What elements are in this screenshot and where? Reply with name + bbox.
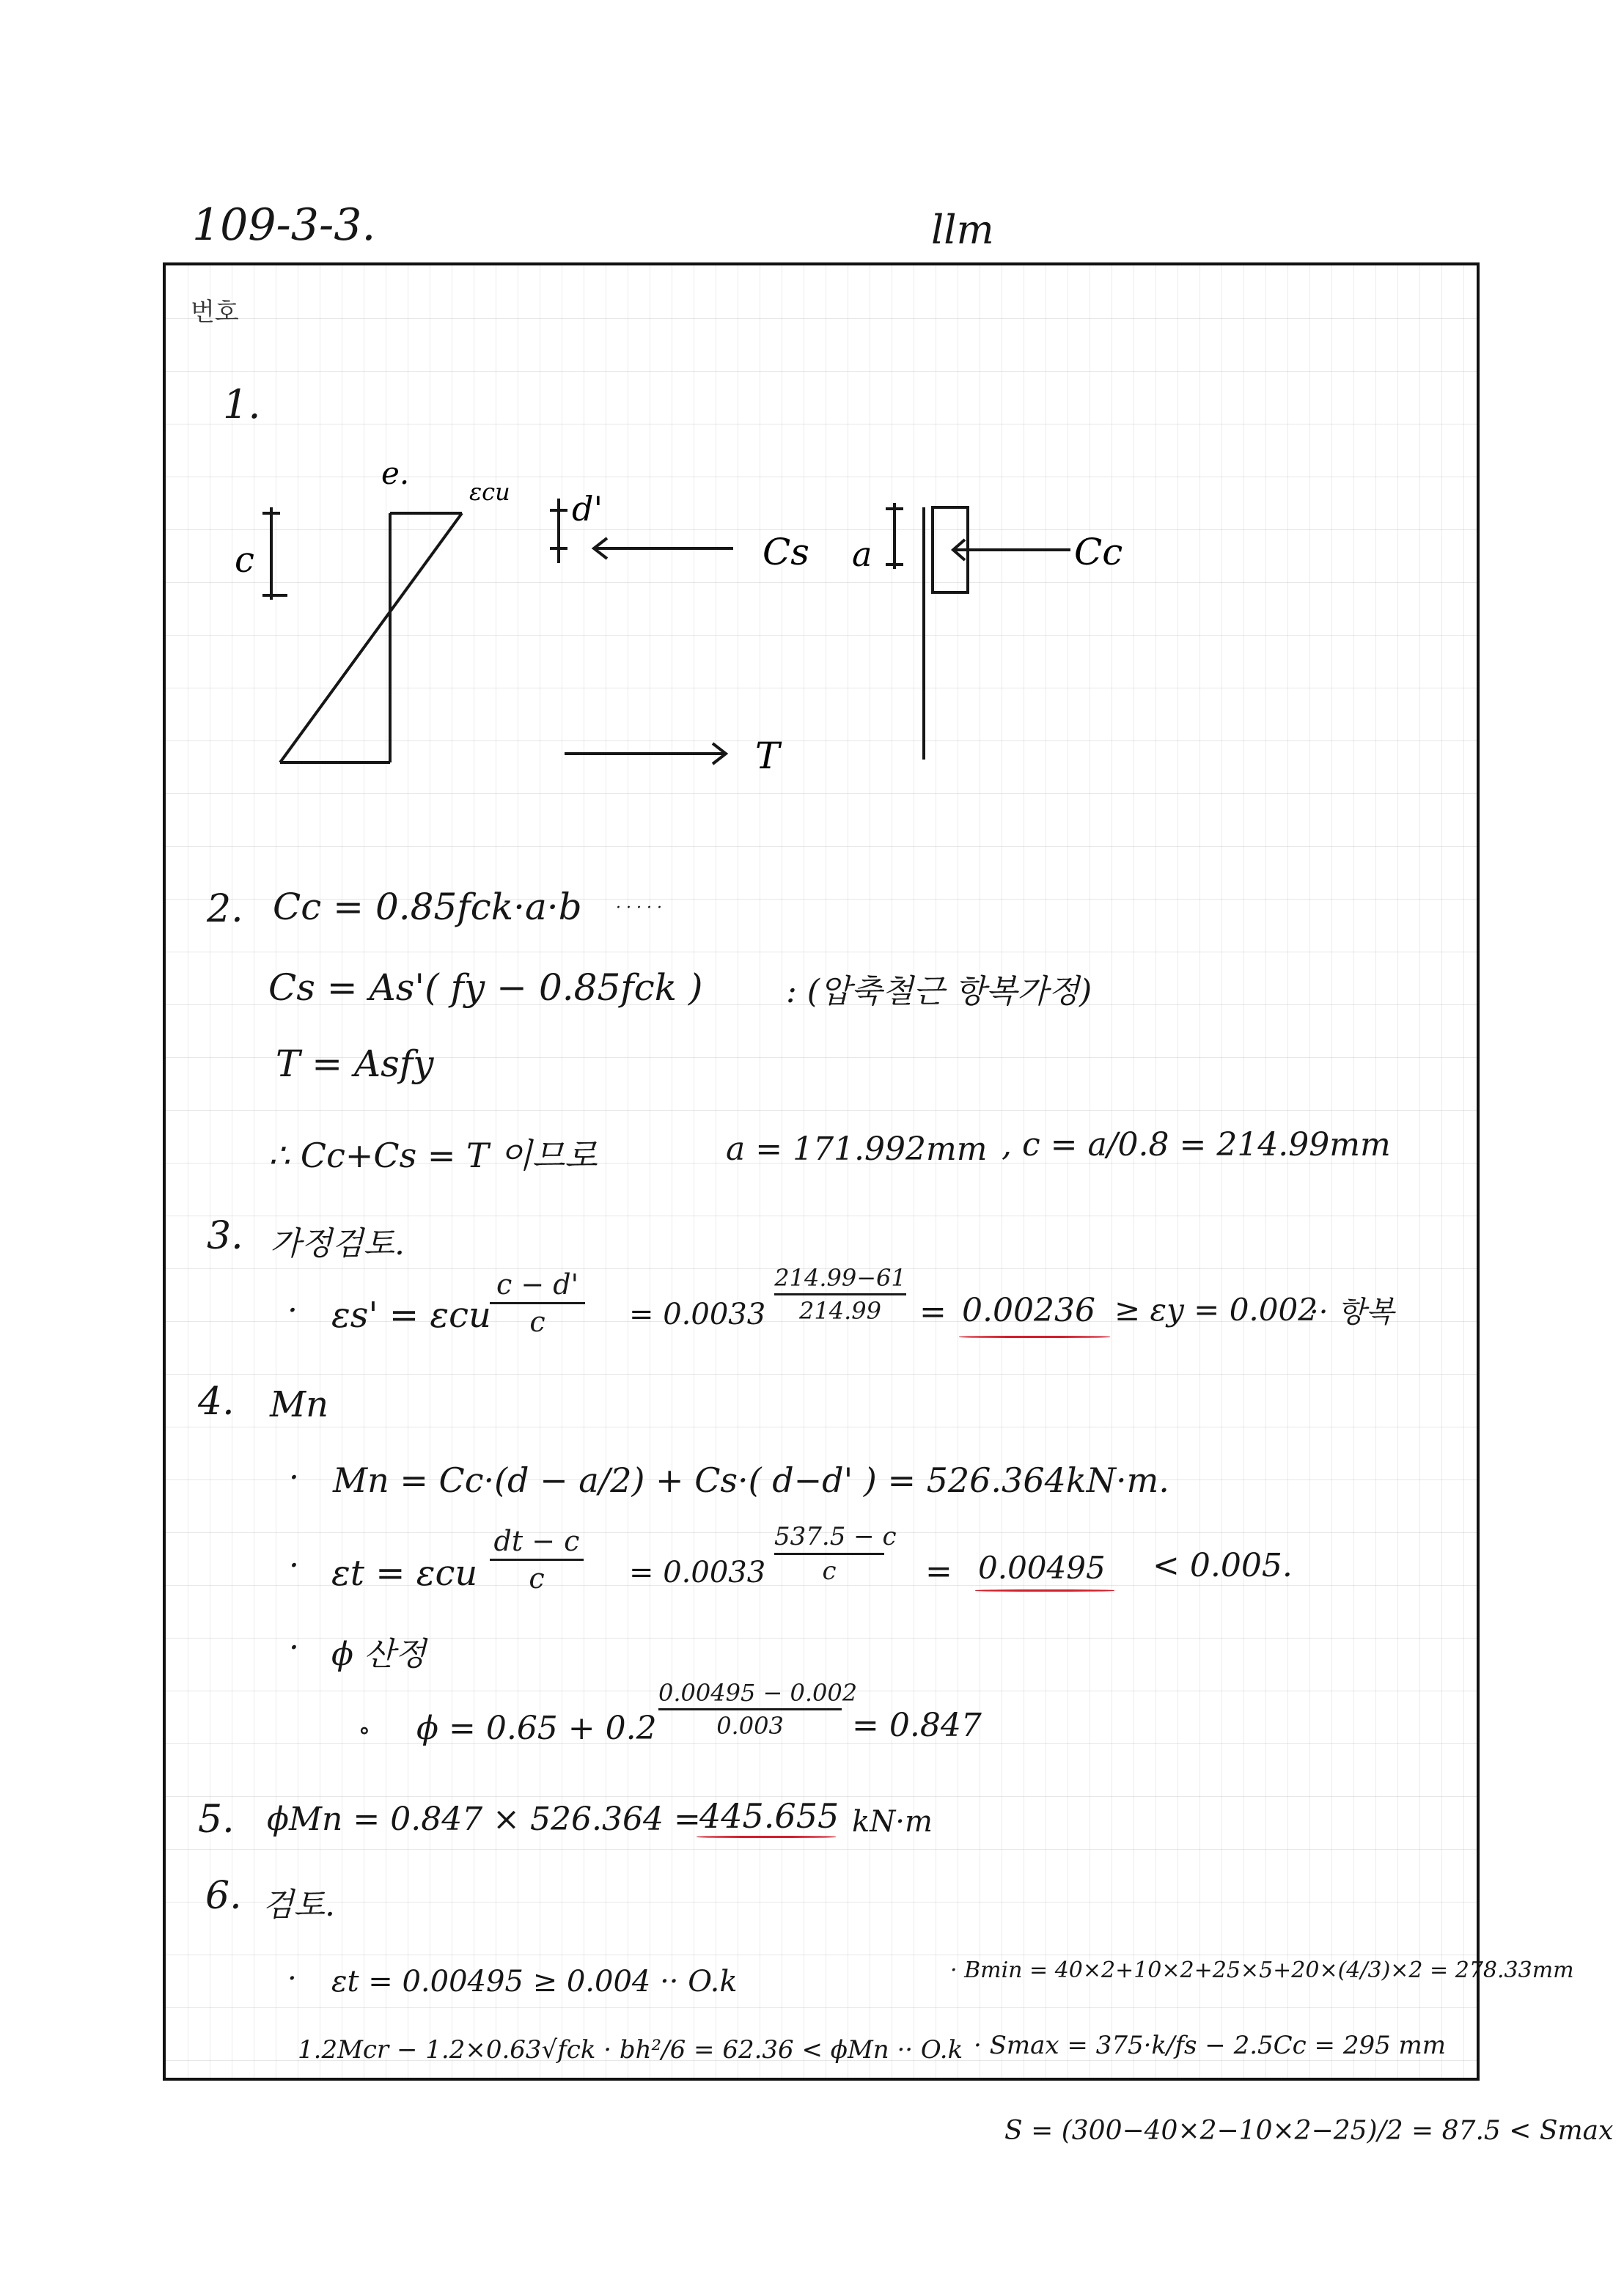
et-result: 0.00495 — [978, 1550, 1106, 1586]
strain-stress-diagram — [220, 440, 1173, 777]
phi-mn-result: 445.655 — [699, 1796, 839, 1836]
phi-mn-unit: kN·m — [852, 1805, 933, 1839]
check-et: εt = 0.00495 ≥ 0.004 ·· O.k — [331, 1965, 738, 1999]
es-prime-eq2: = — [919, 1293, 947, 1331]
label-cc: Cc — [1074, 531, 1123, 573]
arrow-t — [565, 743, 726, 764]
underline-phi-mn — [697, 1836, 836, 1838]
bullet: · — [287, 1292, 298, 1329]
label-c: c — [235, 540, 254, 581]
es-prime-lhs: εs' = εcu — [331, 1295, 491, 1336]
underline-es-result — [959, 1336, 1110, 1338]
eq-cc: Cc = 0.85fck·a·b — [273, 886, 582, 928]
check-bmin: · Bmin = 40×2+10×2+25×5+20×(4/3)×2 = 278.33mm — [950, 1957, 1574, 1983]
eq-t: T = Asfy — [276, 1043, 434, 1085]
et-compare: < 0.005. — [1153, 1547, 1293, 1584]
et-eq2: = — [925, 1553, 952, 1590]
dimension-c — [262, 507, 287, 600]
bullet: · — [289, 1459, 299, 1496]
es-prime-result: 0.00236 — [962, 1292, 1095, 1329]
fraction-phi: 0.00495 − 0.002 0.003 — [658, 1679, 858, 1740]
section-2-number: 2. — [207, 887, 243, 931]
phi-mn-expr: ϕMn = 0.847 × 526.364 = — [267, 1801, 701, 1838]
dimension-a — [886, 503, 903, 569]
phi-title: ϕ 산정 — [331, 1636, 426, 1673]
sub-bullet: ∘ — [358, 1716, 371, 1746]
eq-c-value: , c = a/0.8 = 214.99mm — [1002, 1126, 1391, 1163]
check-smax: · Smax = 375·k/fs − 2.5Cc = 295 mm — [974, 2031, 1447, 2060]
section-4-number: 4. — [198, 1380, 235, 1424]
eq-mn: Mn = Cc·(d − a/2) + Cs·( d−d' ) = 526.364kN·m. — [333, 1460, 1169, 1500]
field-label: 번호 — [191, 298, 239, 327]
eq-cc-dots: · · · · · — [616, 899, 662, 917]
label-ecu: εcu — [469, 478, 510, 506]
unit-label: llm — [931, 207, 994, 253]
section-6-number: 6. — [205, 1874, 242, 1918]
spacing-check: S = (300−40×2−10×2−25)/2 = 87.5 < Smax — [1004, 2116, 1614, 2146]
label-d-prime: d' — [572, 489, 603, 529]
problem-id: 109-3-3. — [192, 199, 376, 251]
fraction-es-numeric: 214.99−61 214.99 — [774, 1264, 906, 1325]
es-prime-compare: ≥ εy = 0.002 — [1114, 1292, 1318, 1328]
arrow-cc — [953, 540, 1070, 560]
phi-result: = 0.847 — [852, 1707, 982, 1744]
dimension-d-prime — [550, 499, 567, 563]
fraction-dt-c: dt − c c — [490, 1525, 584, 1595]
underline-et-result — [975, 1589, 1114, 1592]
et-eq1: = 0.0033 — [629, 1556, 766, 1589]
label-cs: Cs — [763, 531, 809, 573]
eq-a-value: a = 171.992mm — [726, 1131, 988, 1168]
bullet: · — [289, 1547, 299, 1584]
check-mcr: 1.2Mcr − 1.2×0.63√fck · bh²/6 = 62.36 < ϕMn ·· O.k — [298, 2035, 963, 2065]
section-5-number: 5. — [198, 1798, 235, 1842]
label-t: T — [755, 735, 780, 777]
section-3-number: 3. — [207, 1214, 243, 1258]
section-1-number: 1. — [223, 381, 261, 427]
bullet: · — [287, 1962, 297, 1996]
et-lhs: εt = εcu — [331, 1553, 478, 1594]
eq-cs: Cs = As'( fy − 0.85fck ) — [268, 966, 703, 1009]
phi-lhs: ϕ = 0.65 + 0.2 — [416, 1710, 657, 1747]
section-6-title: 검토. — [262, 1886, 335, 1924]
bullet: · — [289, 1629, 299, 1666]
es-prime-conclusion: ·· 항복 — [1309, 1295, 1395, 1329]
es-prime-eq1: = 0.0033 — [629, 1298, 766, 1331]
label-e: e. — [381, 455, 410, 491]
stress-block — [924, 507, 968, 760]
arrow-cs — [594, 538, 733, 559]
fraction-c-d-prime: c − d' c — [490, 1268, 585, 1338]
eq-cs-note: : (압축철근 항복가정) — [786, 973, 1092, 1010]
strain-diagram — [280, 513, 462, 762]
eq-equilibrium: ∴ Cc+Cs = T 이므로 — [268, 1136, 598, 1175]
fraction-et-numeric: 537.5 − c c — [774, 1522, 897, 1586]
label-a: a — [852, 534, 872, 574]
section-4-title: Mn — [270, 1384, 329, 1425]
section-3-title: 가정검토. — [270, 1225, 405, 1262]
